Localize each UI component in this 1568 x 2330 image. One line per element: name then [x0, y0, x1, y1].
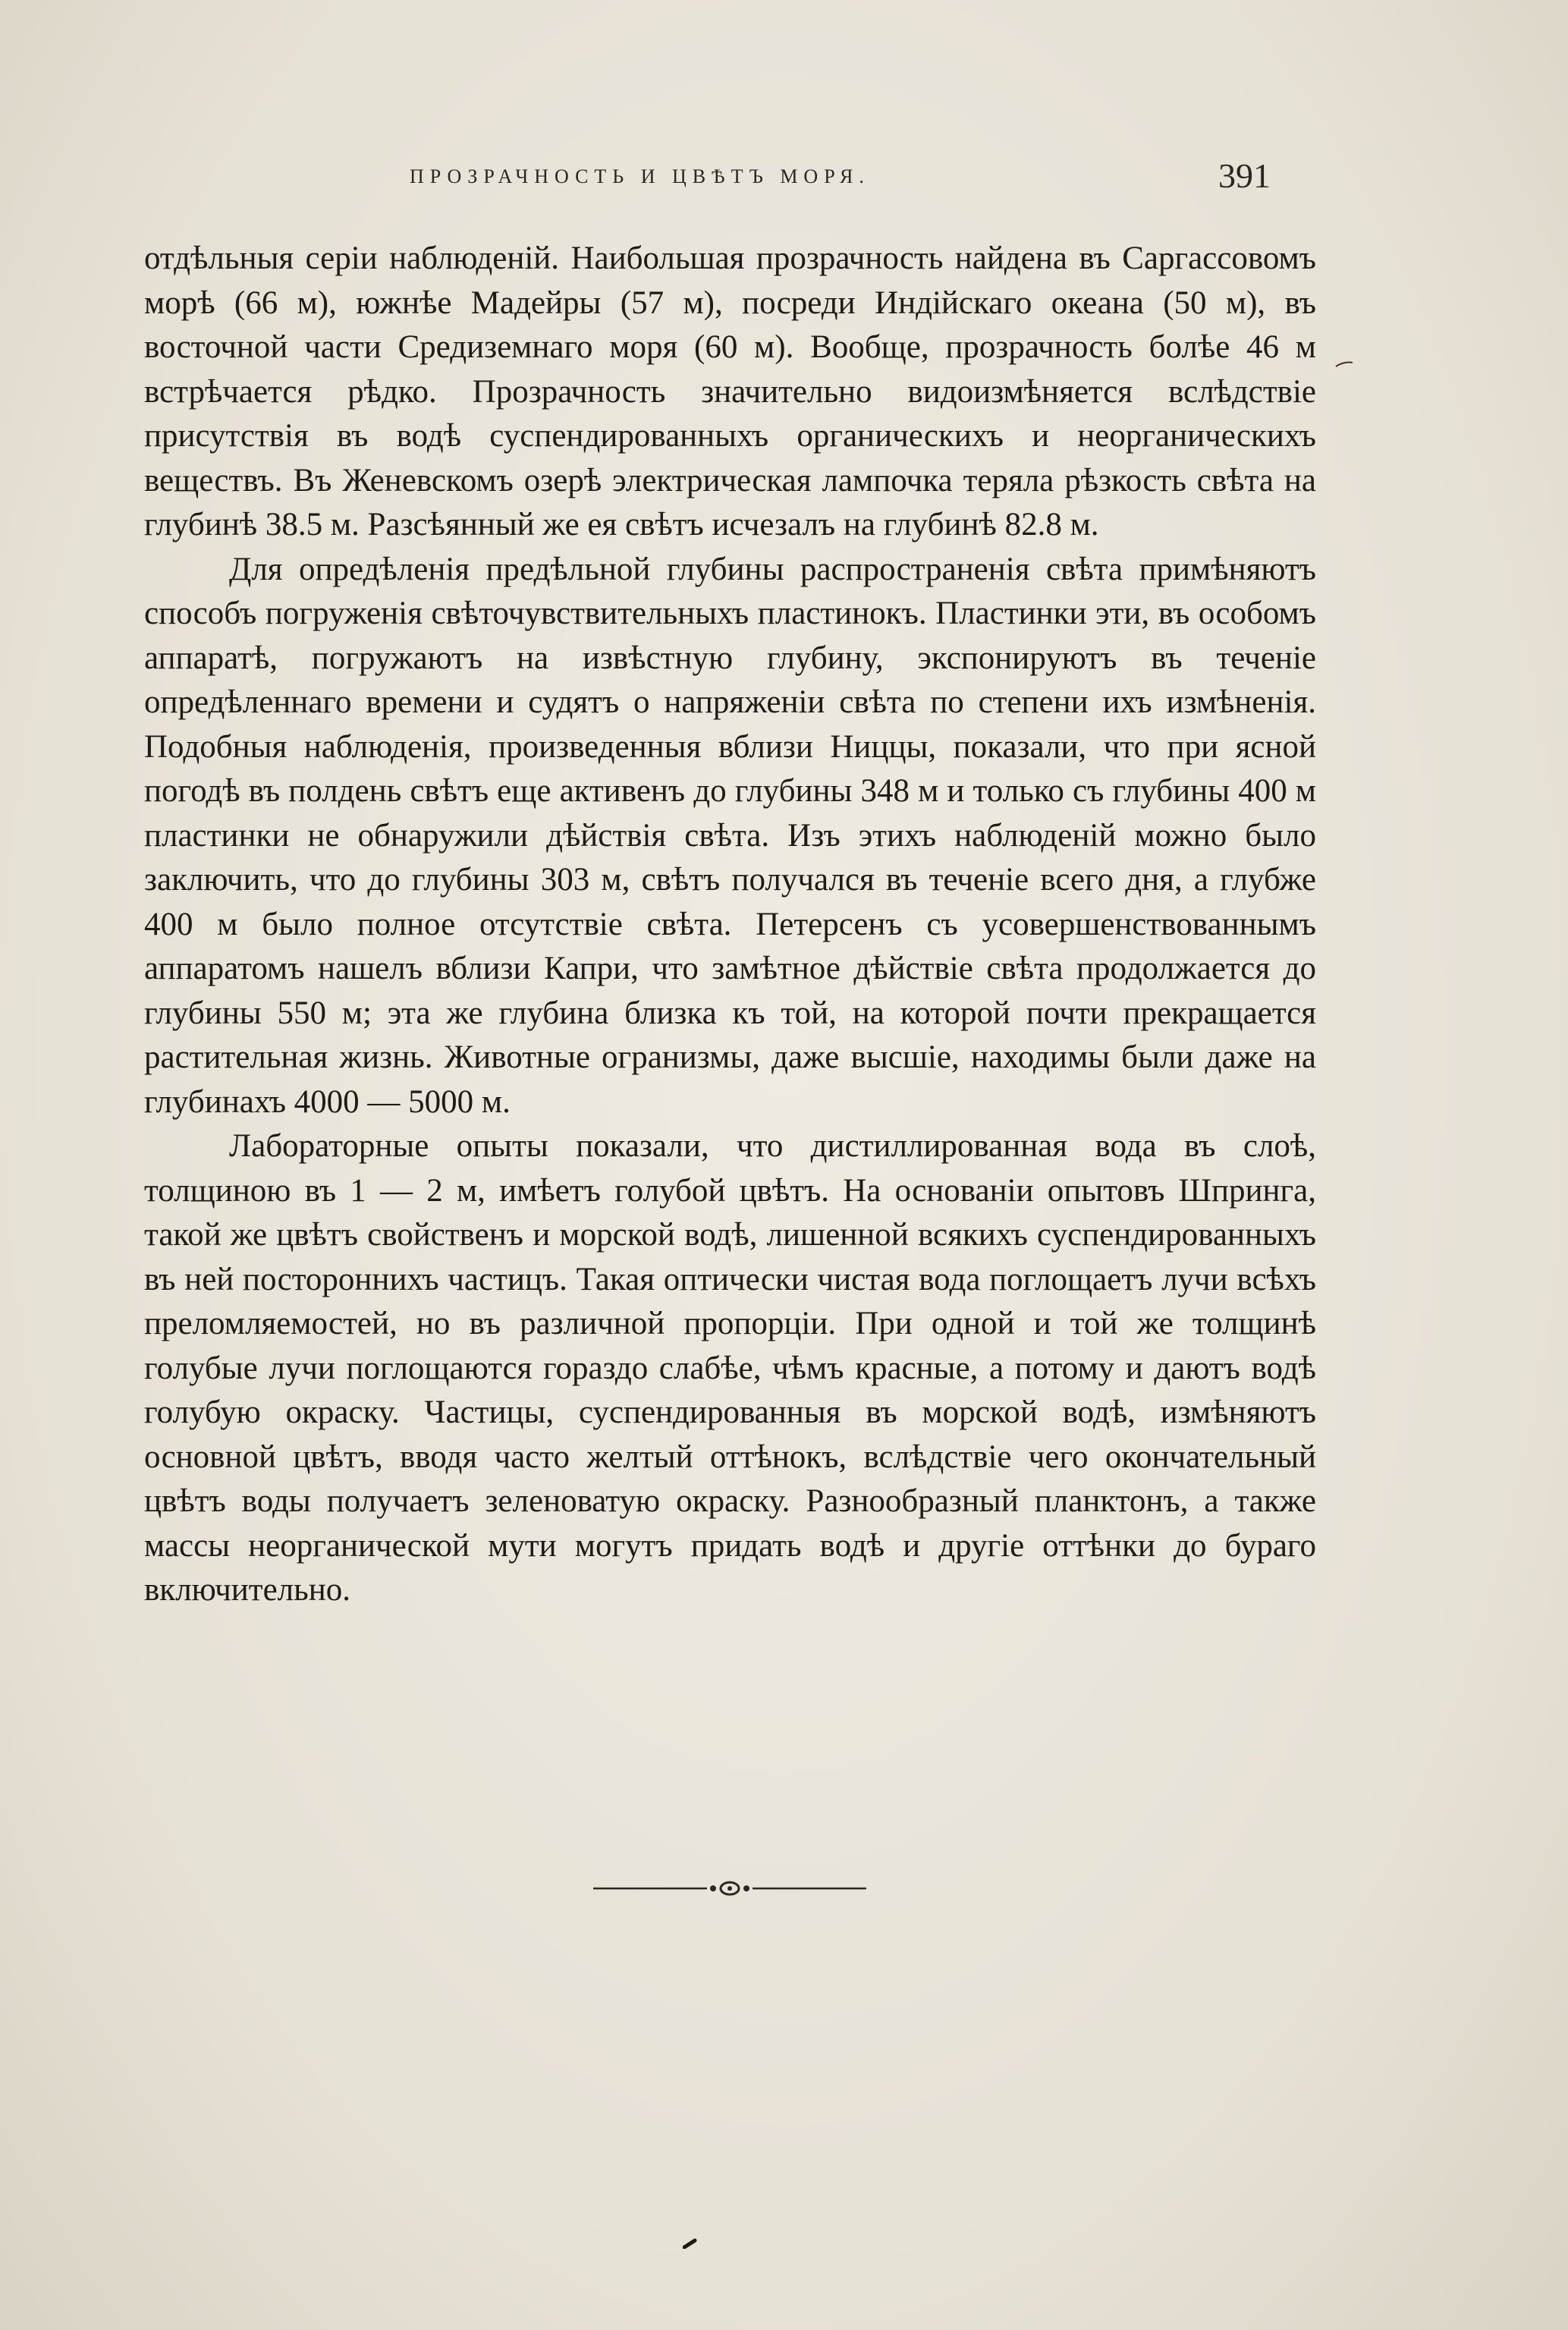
- ink-speck: [1335, 360, 1353, 368]
- end-ornament-icon: [593, 1877, 866, 1900]
- running-header: ПРОЗРАЧНОСТЬ И ЦВѢТЪ МОРЯ.: [410, 165, 870, 187]
- paragraph: Для опредѣленія предѣльной глубины распространенія свѣта примѣняютъ способъ погруженія свѣточувствительныхъ пластинокъ. Пластинки эти, въ особомъ аппаратѣ, погружаютъ на извѣстную глубину, экспонируютъ въ теченіе опредѣленнаго времени и судятъ о напряженіи свѣта по степени ихъ измѣненія. Подобныя наблюденія, произведенныя вблизи Ниццы, показали, что при ясной погодѣ въ полдень свѣтъ еще активенъ до глубины 348 м и только съ глубины 400 м пластинки не обнаружили дѣйствія свѣта. Изъ этихъ наблюденій можно было заключить, что до глубины 303 м, свѣтъ получался въ теченіе всего дня, а глубже 400 м было полное отсутствіе свѣта. Петерсенъ съ усовершенствованнымъ аппаратомъ нашелъ вблизи Капри, что замѣтное дѣйствіе свѣта продолжается до глубины 550 м; эта же глубина близка къ той, на которой почти прекращается растительная жизнь. Животные огранизмы, даже высшіе, находимы были даже на глубинахъ 4000 — 5000 м.: [144, 551, 1316, 1120]
- ink-speck: [683, 2238, 698, 2249]
- page-number: 391: [1218, 156, 1271, 195]
- paragraph: отдѣльныя серіи наблюденій. Наибольшая прозрачность найдена въ Саргассовомъ морѣ (66 м), южнѣе Мадейры (57 м), посреди Индійскаго океана (50 м), въ восточной части Средиземнаго моря (60 м). Вообще, прозрачность болѣе 46 м встрѣчается рѣдко. Прозрачность значительно видоизмѣняется вслѣдствіе присутствія въ водѣ суспендированныхъ органическихъ и неорганическихъ веществъ. Въ Женевскомъ озерѣ электрическая лампочка теряла рѣзкость свѣта на глубинѣ 38.5 м. Разсѣянный же ея свѣтъ исчезалъ на глубинѣ 82.8 м.: [144, 241, 1316, 542]
- body-text: [144, 237, 1316, 1613]
- paragraph: Лабораторные опыты показали, что дистиллированная вода въ слоѣ, толщиною въ 1 — 2 м, имѣетъ голубой цвѣтъ. На основаніи опытовъ Шпринга, такой же цвѣтъ свойственъ и морской водѣ, лишенной всякихъ суспендированныхъ въ ней постороннихъ частицъ. Такая оптически чистая вода поглощаетъ лучи всѣхъ преломляемостей, но въ различной пропорціи. При одной и той же толщинѣ голубые лучи поглощаются гораздо слабѣе, чѣмъ красные, а потому и даютъ водѣ голубую окраску. Частицы, суспендированныя въ морской водѣ, измѣняютъ основной цвѣтъ, вводя часто желтый оттѣнокъ, вслѣдствіе чего окончательный цвѣтъ воды получаетъ зеленоватую окраску. Разнообразный планктонъ, а также массы неорганической мути могутъ придать водѣ и другіе оттѣнки до бураго включительно.: [144, 1128, 1316, 1608]
